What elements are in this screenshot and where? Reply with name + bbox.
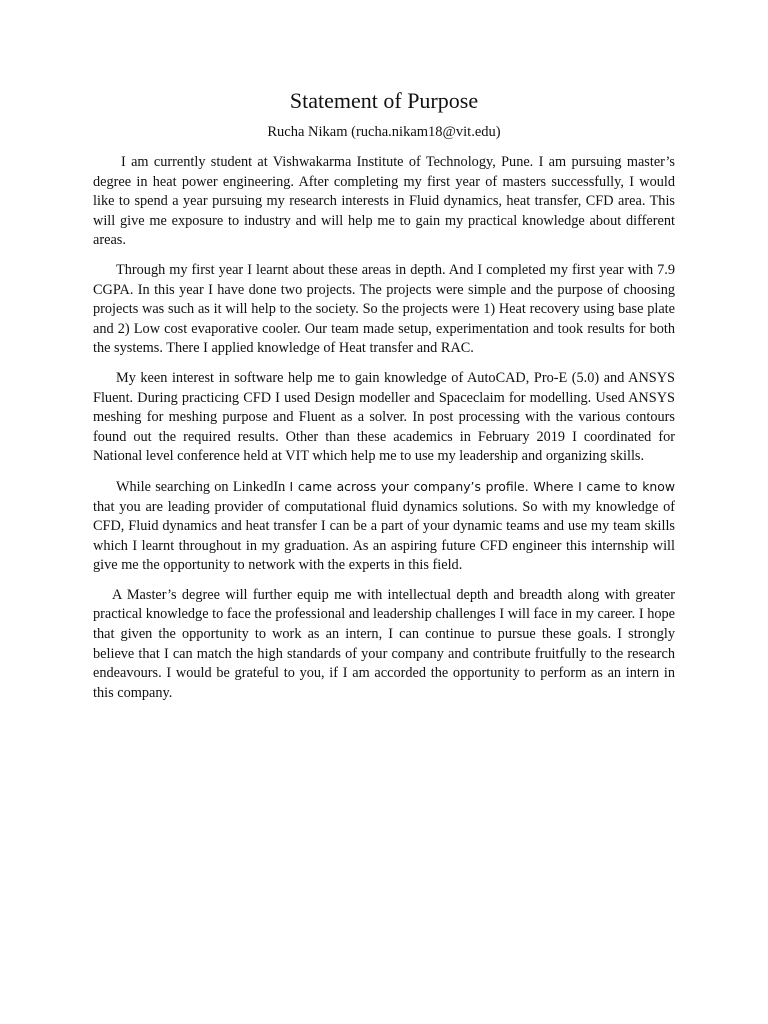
paragraph-4-part-3: that you are leading provider of computational fluid dynamics solutions. So with my knowledge of CFD, Fluid dynamics and heat transfer I can be a part of your dynamic teams and use my team skills which I learnt throughout in my graduation. As an aspiring future CFD engineer this internship will give me the opportunity to network with the experts in this field.	[93, 498, 675, 574]
paragraph-1: I am currently student at Vishwakarma Institute of Technology, Pune. I am pursuing master’s degree in heat power engineering. After completing my first year of masters successfully, I would like to spend a year pursuing my research interests in Fluid dynamics, heat transfer, CFD area. This will give me exposure to industry and will help me to gain my practical knowledge about different areas.	[93, 154, 675, 249]
document-title: Statement of Purpose	[289, 88, 479, 113]
paragraph-4-part-2: I came across your company’s profile. Where I came to know	[289, 478, 676, 494]
paragraph-3: My keen interest in software help me to gain knowledge of AutoCAD, Pro-E (5.0) and ANSYS Fluent. During practicing CFD I used Design modeller and Spaceclaim for modelling. Used ANSYS meshing for meshing purpose and Fluent as a solver. In post processing with the various contours found out the required results. Other than these academics in February 2019 I coordinated for National level conference held at VIT which help me to use my leadership and organizing skills.	[93, 369, 675, 465]
paragraph-2: Through my first year I learnt about these areas in depth. And I completed my first year with 7.9 CGPA. In this year I have done two projects. The projects were simple and the purpose of choosing projects was such as it will help to the society. So the projects were 1) Heat recovery using base plate and 2) Low cost evaporative cooler. Our team made setup, experimentation and took results for both the systems. There I applied knowledge of Heat transfer and RAC.	[93, 261, 675, 357]
paragraph-4	[93, 477, 675, 576]
paragraph-4-part-1: While searching on LinkedIn	[116, 478, 290, 495]
document-body	[93, 153, 675, 713]
author-line: Rucha Nikam (rucha.nikam18@vit.edu)	[267, 124, 501, 140]
paragraph-5: A Master’s degree will further equip me with intellectual depth and breadth along with greater practical knowledge to face the professional and leadership challenges I will face in my career. I hope that given the opportunity to work as an intern, I can continue to pursue these goals. I strongly believe that I can match the high standards of your company and contribute fruitfully to the research endeavours. I would be grateful to you, if I am accorded the opportunity to perform as an intern in this company.	[93, 586, 675, 701]
